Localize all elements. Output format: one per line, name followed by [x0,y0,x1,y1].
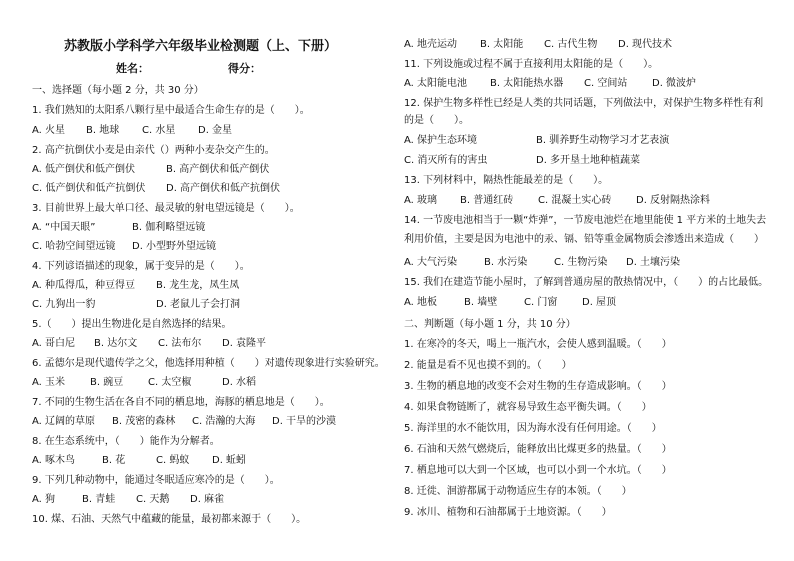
option: B. 高产倒伏和低产倒伏 [166,164,270,175]
option: B. 茂密的森林 [112,416,176,427]
option: B. 青蛙 [82,494,116,505]
question-15: 15. 我们在建造节能小屋时，了解到普通房屋的散热情况中，（ ）的占比最低。 [404,277,769,288]
option: B. 达尔文 [94,338,138,349]
judge-1: 1. 在寒冷的冬天，喝上一瓶汽水，会使人感到温暖。（ ） [404,339,672,350]
option: C. 浩瀚的大海 [192,416,256,427]
question-6: 6. 孟德尔是现代遗传学之父，他选择用种植（ ）对遗传现象进行实验研究。 [32,358,385,369]
option: D. 小型野外望远镜 [132,241,217,252]
option: A. “中国天眼” [32,222,96,233]
question-3: 3. 目前世界上最大单口径、最灵敏的射电望远镜是（ ）。 [32,203,300,214]
option: C. 消灭所有的害虫 [404,155,488,166]
option: D. 现代技术 [618,39,673,50]
option: C. 蚂蚁 [156,455,190,466]
option: A. 玉米 [32,377,66,388]
section-judge-heading: 二、判断题（每小题 1 分，共 10 分） [404,319,576,330]
option: D. 金星 [198,125,233,136]
option: D. 麻雀 [190,494,225,505]
judge-2: 2. 能量是看不见也摸不到的。（ ） [404,360,572,371]
question-7: 7. 不同的生物生活在各自不同的栖息地，海豚的栖息地是（ ）。 [32,397,330,408]
option: A. 哥白尼 [32,338,76,349]
option: A. 火星 [32,125,66,136]
option: A. 大气污染 [404,257,458,268]
option: A. 保护生态环境 [404,135,478,146]
option: A. 狗 [32,494,56,505]
option: B. 豌豆 [90,377,124,388]
judge-7: 7. 栖息地可以大到一个区域，也可以小到一个水坑。（ ） [404,465,672,476]
option: A. 玻璃 [404,195,438,206]
judge-4: 4. 如果食物链断了，就容易导致生态平衡失调。（ ） [404,402,652,413]
question-14: 14. 一节废电池相当于一颗“炸弹”，一节废电池烂在地里能使 1 平方米的土地失去 [404,215,767,226]
option: A. 辽阔的草原 [32,416,96,427]
name-label: 姓名： [116,62,149,75]
option: D. 干旱的沙漠 [272,416,337,427]
option: B. 驯养野生动物学习才艺表演 [536,135,670,146]
option: D. 屋顶 [582,297,617,308]
judge-8: 8. 迁徙、洄游都属于动物适应生存的本领。（ ） [404,486,632,497]
option: C. 哈勃空间望远镜 [32,241,116,252]
option: D. 蚯蚓 [212,455,247,466]
option: B. 地球 [86,125,120,136]
question-12: 12. 保护生物多样性已经是人类的共同话题，下列做法中，对保护生物多样性有利 [404,98,764,109]
option: A. 太阳能电池 [404,78,468,89]
option: B. 伽利略望远镜 [132,222,206,233]
option: B. 水污染 [484,257,528,268]
option: C. 门窗 [524,297,558,308]
option: D. 水稻 [222,377,257,388]
option: C. 混凝土实心砖 [538,195,612,206]
option: D. 高产倒伏和低产抗倒伏 [166,183,281,194]
option: C. 天鹅 [136,494,170,505]
option: B. 龙生龙，凤生凤 [156,280,240,291]
judge-9: 9. 冰川、植物和石油都属于土地资源。（ ） [404,507,612,518]
question-14-cont: 利用价值，主要是因为电池中的汞、镉、铅等重金属物质会渗透出来造成（ ） [404,234,764,245]
question-12-cont: 的是（ ）。 [404,115,469,126]
option: B. 墙壁 [464,297,498,308]
option: B. 普通红砖 [460,195,514,206]
option: D. 反射隔热涂料 [636,195,711,206]
option: C. 太空椒 [148,377,192,388]
option: D. 多开垦土地种植蔬菜 [536,155,641,166]
option: C. 低产倒伏和低产抗倒伏 [32,183,146,194]
question-9: 9. 下列几种动物中，能通过冬眠适应寒冷的是（ ）。 [32,475,280,486]
option: D. 土壤污染 [626,257,681,268]
option: A. 地板 [404,297,438,308]
question-4: 4. 下列谚语描述的现象，属于变异的是（ ）。 [32,261,250,272]
option: C. 空间站 [584,78,628,89]
option: B. 太阳能 [480,39,524,50]
option: C. 九狗出一豹 [32,299,96,310]
option: C. 古代生物 [544,39,598,50]
option: B. 花 [102,455,126,466]
question-5: 5.（ ）提出生物进化是自然选择的结果。 [32,319,232,330]
judge-3: 3. 生物的栖息地的改变不会对生物的生存造成影响。（ ） [404,381,672,392]
option: D. 老鼠儿子会打洞 [156,299,241,310]
option: C. 生物污染 [554,257,608,268]
option: C. 水星 [142,125,176,136]
judge-5: 5. 海洋里的水不能饮用，因为海水没有任何用途。（ ） [404,423,662,434]
option: D. 微波炉 [652,78,697,89]
question-13: 13. 下列材料中，隔热性能最差的是（ ）。 [404,175,609,186]
question-1: 1. 我们熟知的太阳系八颗行星中最适合生命生存的是（ ）。 [32,105,310,116]
option: C. 法布尔 [158,338,202,349]
question-8: 8. 在生态系统中，（ ）能作为分解者。 [32,436,220,447]
option: A. 啄木鸟 [32,455,76,466]
question-10: 10. 煤、石油、天然气中蕴藏的能量，最初都来源于（ ）。 [32,514,307,525]
option: A. 种瓜得瓜，种豆得豆 [32,280,136,291]
question-11: 11. 下列设施或过程不属于直接利用太阳能的是（ ）。 [404,59,659,70]
section-choice-heading: 一、选择题（每小题 2 分，共 30 分） [32,85,204,96]
option: D. 袁隆平 [222,338,267,349]
question-2: 2. 高产抗倒伏小麦是由亲代（）两种小麦杂交产生的。 [32,145,275,156]
judge-6: 6. 石油和天然气燃烧后，能释放出比煤更多的热量。（ ） [404,444,672,455]
option: B. 太阳能热水器 [490,78,564,89]
option: A. 低产倒伏和低产倒伏 [32,164,136,175]
option: A. 地壳运动 [404,39,458,50]
page-title: 苏教版小学科学六年级毕业检测题（上、下册） [64,39,338,54]
score-label: 得分： [228,62,261,75]
